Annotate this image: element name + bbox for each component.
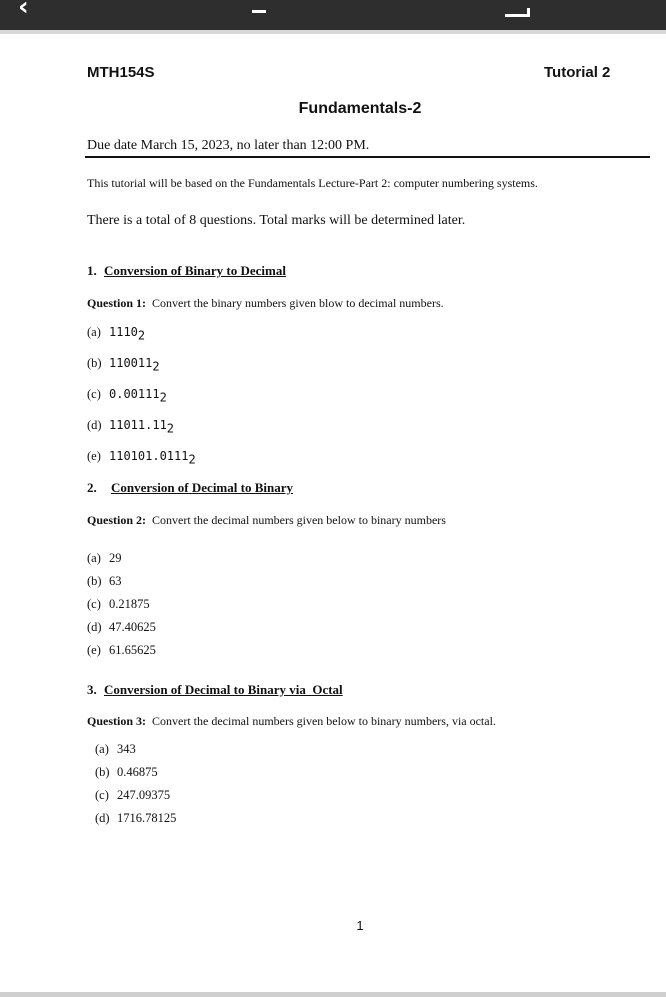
- item-base: 2: [152, 359, 160, 374]
- item-label: (a): [87, 325, 101, 339]
- item-base: 2: [159, 390, 167, 405]
- item-label: (b): [87, 356, 102, 370]
- section-number: 1.: [87, 263, 97, 278]
- question-label: Question 2:: [87, 513, 147, 527]
- menu-icon[interactable]: [505, 8, 530, 17]
- section-title: Conversion of Decimal to Binary via Octal: [104, 682, 343, 697]
- list-item: [87, 620, 156, 635]
- intro-based-on: This tutorial will be based on the Fundamentals Lecture-Part 2: computer numbering systems.: [87, 176, 538, 190]
- question-1: [87, 296, 444, 311]
- list-item: [95, 788, 170, 803]
- item-value: 47.40625: [109, 620, 156, 634]
- question-text: Convert the binary numbers given blow to decimal numbers.: [152, 296, 444, 310]
- minimize-icon[interactable]: [252, 10, 266, 13]
- item-value: 29: [109, 551, 122, 565]
- question-2: [87, 513, 446, 528]
- question-label: Question 1:: [87, 296, 147, 310]
- item-base: 2: [166, 421, 175, 436]
- item-value: 0.00111: [109, 387, 160, 401]
- question-text: Convert the decimal numbers given below to binary numbers: [152, 513, 446, 527]
- list-item: [95, 811, 176, 826]
- item-value: 0.21875: [109, 597, 150, 611]
- back-chevron-icon[interactable]: ‹: [18, 0, 29, 22]
- section-title: Conversion of Decimal to Binary: [111, 480, 293, 495]
- section-3-heading: [87, 682, 343, 698]
- item-base: 2: [188, 452, 196, 467]
- section-2-heading: [87, 480, 293, 496]
- item-base: 2: [137, 328, 146, 343]
- section-1-heading: [87, 263, 286, 279]
- list-item: [87, 387, 167, 405]
- bottom-edge: [0, 992, 666, 997]
- list-item: [95, 765, 158, 780]
- list-item: [87, 356, 160, 374]
- item-label: (d): [95, 811, 110, 825]
- question-3: [87, 714, 496, 729]
- item-value: 110101.0111: [109, 449, 189, 463]
- item-label: (c): [87, 387, 101, 401]
- list-item: [87, 574, 122, 589]
- item-value: 61.65625: [109, 643, 156, 657]
- item-label: (e): [87, 643, 101, 657]
- due-date: Due date March 15, 2023, no later than 12:00 PM.: [87, 138, 370, 153]
- list-item: [87, 449, 196, 467]
- item-value: 1110: [109, 325, 138, 339]
- item-value: 1716.78125: [117, 811, 177, 825]
- item-value: 343: [117, 742, 136, 756]
- page-number: 1: [356, 918, 364, 933]
- item-value: 63: [109, 574, 122, 588]
- question-label: Question 3:: [87, 714, 147, 728]
- item-label: (c): [87, 597, 101, 611]
- item-label: (c): [95, 788, 109, 802]
- list-item: [87, 643, 156, 658]
- list-item: [95, 742, 136, 757]
- item-label: (d): [87, 620, 102, 634]
- list-item: [87, 597, 150, 612]
- item-label: (a): [95, 742, 109, 756]
- item-value: 247.09375: [117, 788, 171, 802]
- item-value: 11011.11: [109, 418, 167, 432]
- item-label: (d): [87, 418, 102, 432]
- item-label: (e): [87, 449, 101, 463]
- intro-total: There is a total of 8 questions. Total marks will be determined later.: [87, 213, 466, 228]
- list-item: [87, 551, 122, 566]
- course-code: MTH154S: [87, 64, 155, 81]
- item-label: (a): [87, 551, 101, 565]
- divider: [85, 156, 650, 158]
- viewer-toolbar: [0, 0, 666, 30]
- section-number: 2.: [87, 480, 97, 495]
- question-text: Convert the decimal numbers given below to binary numbers, via octal.: [152, 714, 496, 728]
- list-item: [87, 325, 145, 343]
- item-value: 110011: [109, 356, 153, 370]
- tutorial-label: Tutorial 2: [544, 64, 611, 81]
- page-title: Fundamentals-2: [298, 100, 422, 117]
- list-item: [87, 418, 174, 436]
- item-label: (b): [95, 765, 110, 779]
- document-page: [0, 34, 666, 992]
- section-title: Conversion of Binary to Decimal: [104, 263, 286, 278]
- item-label: (b): [87, 574, 102, 588]
- section-number: 3.: [87, 682, 97, 697]
- item-value: 0.46875: [117, 765, 158, 779]
